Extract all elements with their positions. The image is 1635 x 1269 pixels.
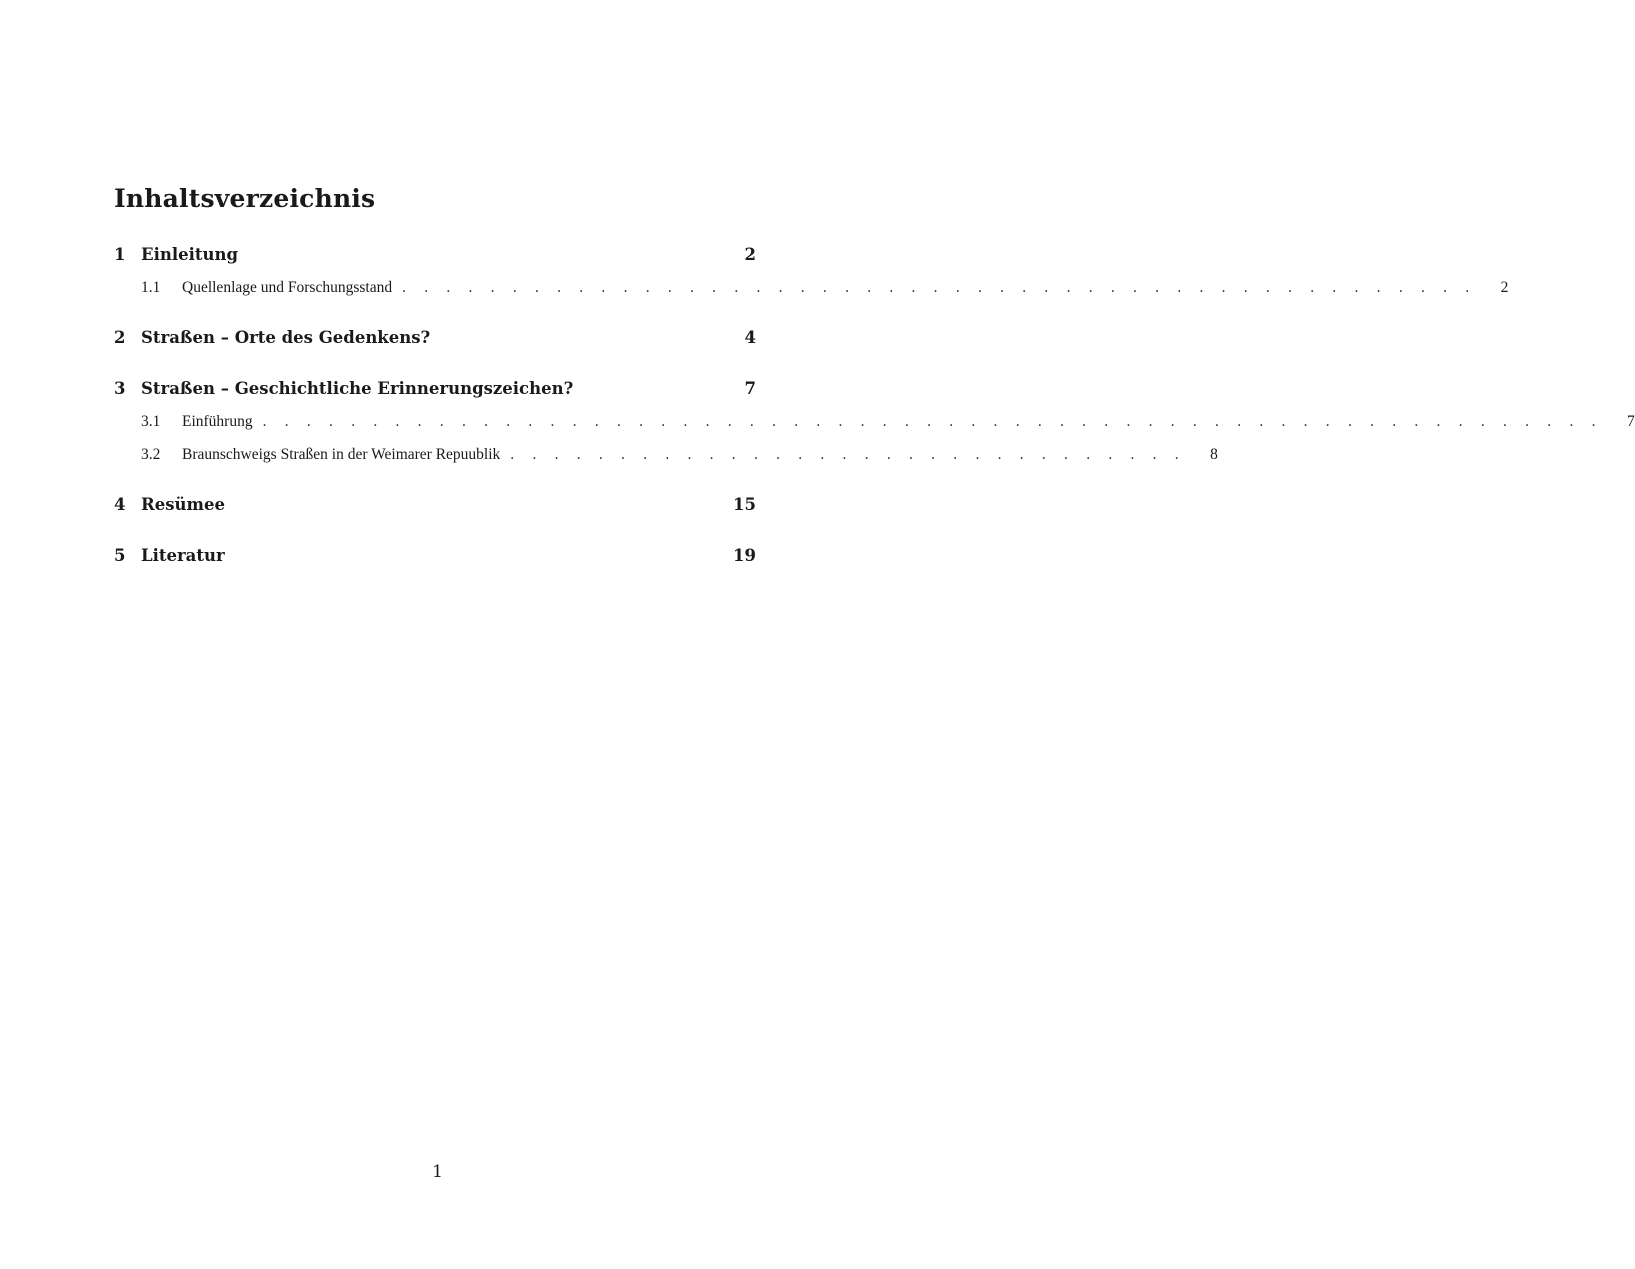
toc-entry-page: 7 bbox=[1626, 413, 1635, 430]
toc-entry-chapter-1[interactable] bbox=[114, 245, 756, 264]
toc-heading: Inhaltsverzeichnis bbox=[114, 184, 376, 213]
toc-entry-title: Straßen – Geschichtliche Erinnerungszeichen? bbox=[141, 379, 574, 398]
toc-entry-number: 3.2 bbox=[141, 446, 161, 463]
toc-dot-leader: . . . . . . . . . . . . . . . . . . . . . . . . . . . . . . . bbox=[510, 446, 1186, 463]
toc-entry-title: Straßen – Orte des Gedenkens? bbox=[141, 328, 431, 347]
toc-entry-title: Einführung bbox=[182, 413, 253, 430]
toc-entry-number: 1.1 bbox=[141, 279, 161, 296]
toc-entry-page: 19 bbox=[733, 546, 756, 565]
toc-entry-number: 3.1 bbox=[141, 413, 161, 430]
toc-entry-page: 2 bbox=[1500, 279, 1509, 296]
page-number: 1 bbox=[432, 1162, 443, 1182]
toc-entry-page: 8 bbox=[1210, 446, 1218, 463]
toc-dot-leader: . . . . . . . . . . . . . . . . . . . . . . . . . . . . . . . . . . . . . . . . . . . . . . . . . . . . . . . . . . . . . bbox=[262, 413, 1603, 430]
toc-entry-chapter-3[interactable] bbox=[114, 379, 756, 398]
toc-entry-title: Einleitung bbox=[141, 245, 239, 264]
toc-entry-title: Resümee bbox=[141, 495, 225, 514]
toc-entry-number: 1 bbox=[114, 245, 126, 264]
toc-entry-chapter-4[interactable] bbox=[114, 495, 756, 514]
toc-entry-section-1-1[interactable] bbox=[114, 279, 1509, 297]
toc-entry-section-3-2[interactable] bbox=[114, 446, 1218, 464]
toc-entry-chapter-5[interactable] bbox=[114, 546, 756, 565]
toc-entry-title: Literatur bbox=[141, 546, 225, 565]
toc-entry-number: 5 bbox=[114, 546, 126, 565]
toc-entry-page: 7 bbox=[744, 379, 756, 398]
toc-entry-page: 2 bbox=[744, 245, 756, 264]
toc-entry-number: 3 bbox=[114, 379, 126, 398]
toc-dot-leader: . . . . . . . . . . . . . . . . . . . . . . . . . . . . . . . . . . . . . . . . . . . . . . . . . bbox=[402, 279, 1477, 296]
toc-entry-number: 2 bbox=[114, 328, 126, 347]
toc-entry-section-3-1[interactable] bbox=[114, 413, 1635, 431]
toc-entry-title: Braunschweigs Straßen in der Weimarer Repuublik bbox=[182, 446, 501, 463]
toc-entry-number: 4 bbox=[114, 495, 126, 514]
toc-entry-page: 4 bbox=[744, 328, 756, 347]
toc-entry-chapter-2[interactable] bbox=[114, 328, 756, 347]
toc-entry-page: 15 bbox=[733, 495, 756, 514]
toc-entry-title: Quellenlage und Forschungsstand bbox=[182, 279, 393, 296]
